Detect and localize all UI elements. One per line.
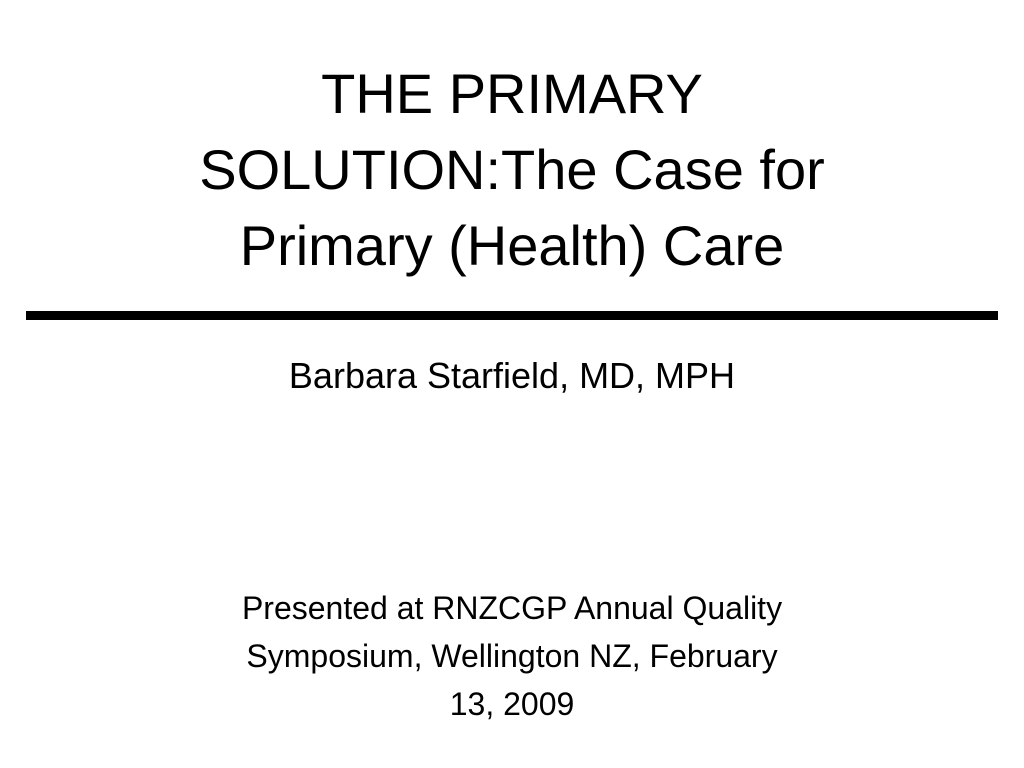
presentation-details-line-1: Presented at RNZCGP Annual Quality bbox=[241, 590, 783, 626]
presentation-details bbox=[60, 584, 964, 728]
slide-title-line-3: Primary (Health) Care bbox=[239, 214, 785, 277]
title-divider-rule bbox=[26, 311, 998, 320]
slide-title bbox=[60, 56, 964, 284]
slide-title-line-1: THE PRIMARY bbox=[321, 62, 703, 125]
presentation-details-line-3: 13, 2009 bbox=[449, 686, 575, 722]
author-name: Barbara Starfield, MD, MPH bbox=[288, 355, 736, 396]
presentation-details-line-2: Symposium, Wellington NZ, February bbox=[246, 638, 778, 674]
slide-title-line-2: SOLUTION:The Case for bbox=[199, 138, 825, 201]
